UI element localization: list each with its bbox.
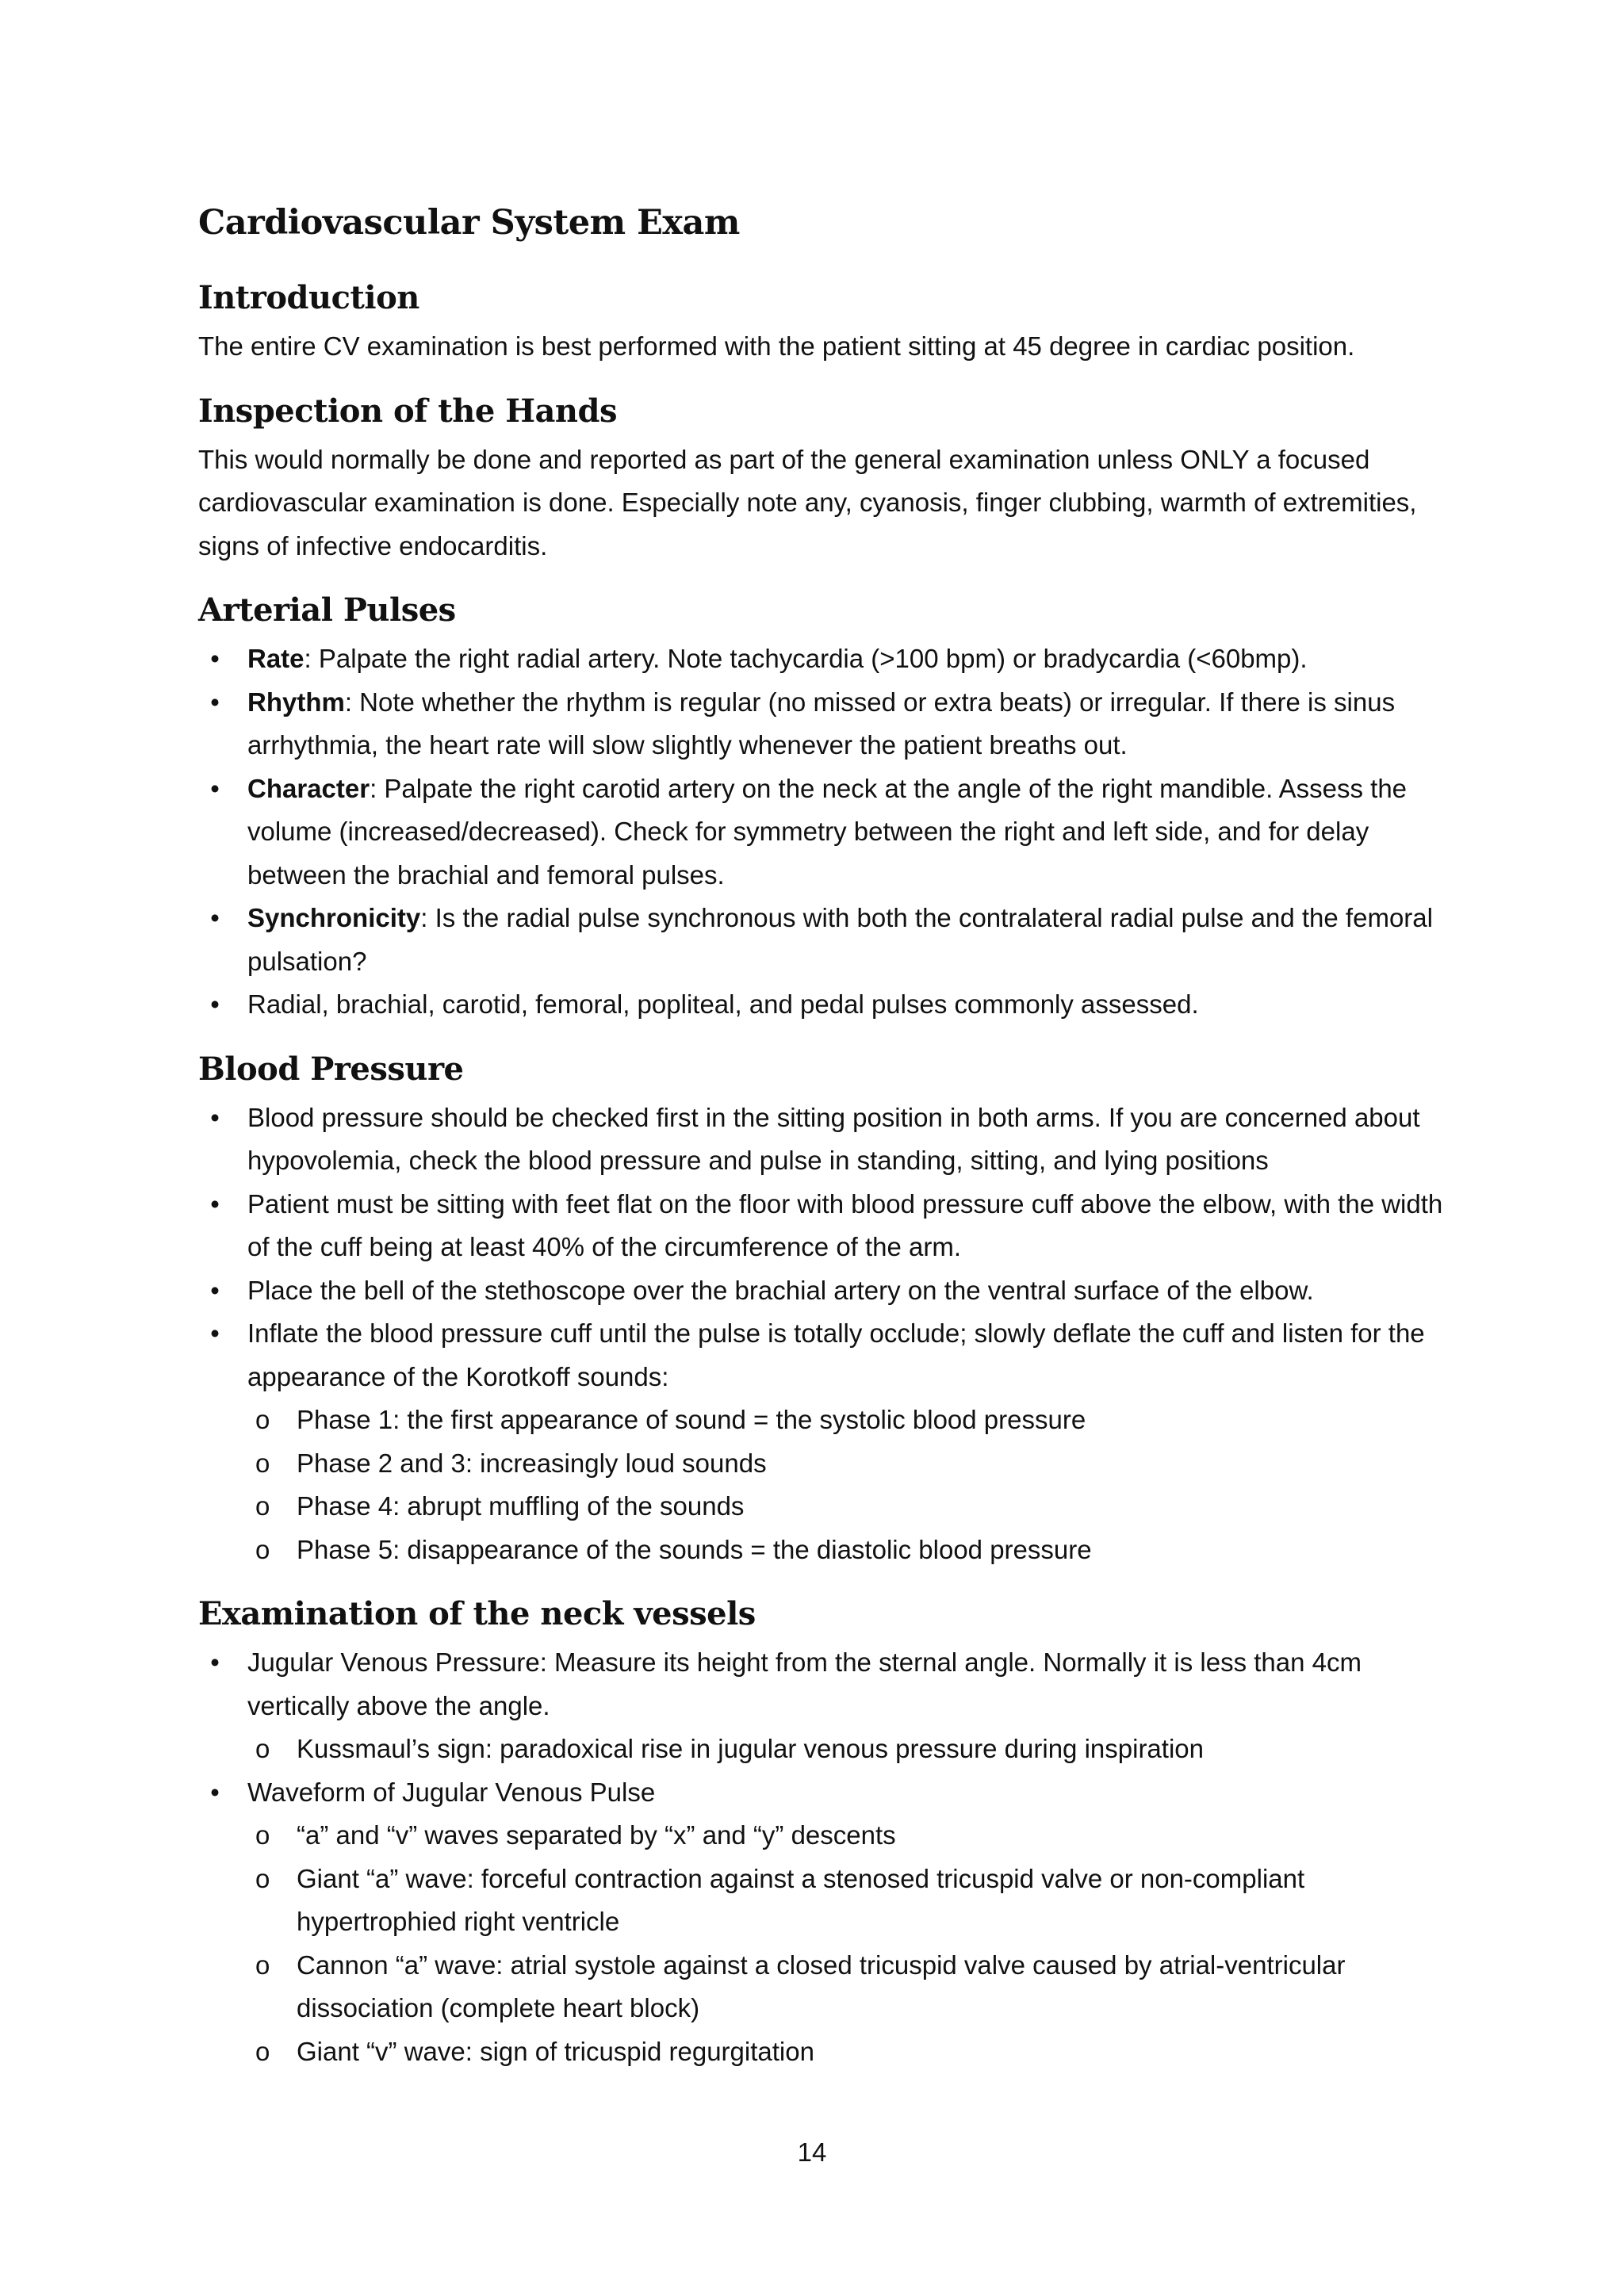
item-text: : Palpate the right radial artery. Note tachycardia (>100 bpm) or bradycardia (<60bmp).	[304, 644, 1308, 673]
bullet-icon: •	[210, 1188, 220, 1219]
item-text: Inflate the blood pressure cuff until the pulse is totally occlude; slowly deflate the cuff and listen for the appearance of the Korotkoff sounds:	[247, 1318, 1425, 1391]
circle-bullet-icon: o	[255, 1405, 270, 1434]
item-text: Place the bell of the stethoscope over the brachial artery on the ventral surface of the elbow.	[247, 1275, 1314, 1305]
item-text: : Palpate the right carotid artery on the neck at the angle of the right mandible. Assess the volume (increased/decreased). Check for symmetry between the right and left side, and for delay between the brachial and femoral pulses.	[247, 773, 1408, 890]
circle-bullet-icon: o	[255, 1734, 270, 1763]
section-introduction	[198, 271, 1443, 369]
section-heading-neck-vessels: Examination of the neck vessels	[198, 1595, 756, 1632]
sub-item-text: Cannon “a” wave: atrial systole against a closed tricuspid valve caused by atrial-ventricular dissociation (complete heart block)	[297, 1950, 1346, 2022]
sub-list-item	[198, 1399, 1443, 1442]
bullet-icon: •	[210, 989, 220, 1019]
list-item	[198, 897, 1443, 983]
list-item	[198, 1312, 1443, 1571]
list-item	[198, 1183, 1443, 1269]
item-text: Jugular Venous Pressure: Measure its height from the sternal angle. Normally it is less than 4cm vertically above the angle.	[247, 1647, 1362, 1720]
sub-item-text: Giant “a” wave: forceful contraction against a stenosed tricuspid valve or non-compliant hypertrophied right ventricle	[297, 1863, 1305, 1936]
circle-bullet-icon: o	[255, 1448, 270, 1478]
bullet-icon: •	[210, 644, 220, 673]
blood-pressure-list	[198, 1096, 1443, 1572]
circle-bullet-icon: o	[255, 2036, 270, 2066]
jvp-sub-list	[247, 1728, 1443, 1771]
circle-bullet-icon: o	[255, 1820, 270, 1850]
sub-list-item	[198, 1529, 1443, 1572]
section-neck-vessels	[198, 1587, 1443, 2073]
section-heading-pulses: Arterial Pulses	[198, 591, 456, 629]
item-text: Radial, brachial, carotid, femoral, popliteal, and pedal pulses commonly assessed.	[247, 989, 1199, 1019]
section-arterial-pulses	[198, 584, 1443, 1027]
bullet-icon: •	[210, 1647, 220, 1677]
sub-list-item	[198, 1485, 1443, 1529]
sub-list-item	[198, 1814, 1443, 1858]
section-heading-blood-pressure: Blood Pressure	[198, 1050, 464, 1088]
bullet-icon: •	[210, 1102, 220, 1132]
circle-bullet-icon: o	[255, 1534, 270, 1564]
bullet-icon: •	[210, 687, 220, 717]
sub-item-text: “a” and “v” waves separated by “x” and “y” descents	[297, 1820, 896, 1850]
bullet-icon: •	[210, 1777, 220, 1807]
sub-list-item	[198, 1442, 1443, 1486]
waveform-sub-list	[247, 1814, 1443, 2073]
list-item	[198, 1269, 1443, 1313]
bullet-icon: •	[210, 1318, 220, 1348]
list-item	[198, 1641, 1443, 1771]
circle-bullet-icon: o	[255, 1950, 270, 1980]
sub-list-item	[198, 1858, 1443, 1944]
page-title: Cardiovascular System Exam	[198, 203, 740, 243]
list-item	[198, 767, 1443, 897]
section-heading-introduction: Introduction	[198, 279, 419, 316]
list-item	[198, 1096, 1443, 1183]
pulses-list	[198, 637, 1443, 1027]
neck-vessels-list	[198, 1641, 1443, 2073]
item-text: : Is the radial pulse synchronous with both the contralateral radial pulse and the femoral pulsation?	[247, 903, 1433, 976]
list-item	[198, 681, 1443, 767]
section-hands	[198, 385, 1443, 568]
item-text: Waveform of Jugular Venous Pulse	[247, 1777, 656, 1807]
list-item	[198, 983, 1443, 1027]
list-item	[198, 637, 1443, 681]
bullet-icon: •	[210, 773, 220, 803]
bullet-icon: •	[210, 903, 220, 932]
item-label: Rate	[247, 644, 304, 673]
hands-text: This would normally be done and reported as part of the general examination unless ONLY a focused cardiovascular examination is done. Especially note any, cyanosis, finger clubbing, warmth of extremities, signs of infective endocarditis.	[198, 444, 1417, 561]
sub-list-item	[198, 1728, 1443, 1771]
list-item	[198, 1771, 1443, 2074]
circle-bullet-icon: o	[255, 1491, 270, 1521]
sub-list-item	[198, 1944, 1443, 2030]
sub-item-text: Phase 5: disappearance of the sounds = the diastolic blood pressure	[297, 1534, 1092, 1564]
item-text: Patient must be sitting with feet flat on the floor with blood pressure cuff above the elbow, with the width of the cuff being at least 40% of the circumference of the arm.	[247, 1188, 1443, 1261]
korotkoff-phases-list	[247, 1399, 1443, 1571]
sub-item-text: Kussmaul’s sign: paradoxical rise in jugular venous pressure during inspiration	[297, 1734, 1204, 1763]
item-label: Rhythm	[247, 687, 345, 717]
introduction-text: The entire CV examination is best performed with the patient sitting at 45 degree in cardiac position.	[198, 331, 1355, 361]
item-text: : Note whether the rhythm is regular (no missed or extra beats) or irregular. If there is sinus arrhythmia, the heart rate will slow slightly whenever the patient breaths out.	[247, 687, 1396, 760]
sub-item-text: Giant “v” wave: sign of tricuspid regurgitation	[297, 2036, 814, 2066]
item-text: Blood pressure should be checked first in the sitting position in both arms. If you are concerned about hypovolemia, check the blood pressure and pulse in standing, sitting, and lying positions	[247, 1102, 1420, 1175]
sub-item-text: Phase 4: abrupt muffling of the sounds	[297, 1491, 745, 1521]
sub-item-text: Phase 2 and 3: increasingly loud sounds	[297, 1448, 767, 1478]
page-number: 14	[797, 2137, 827, 2167]
circle-bullet-icon: o	[255, 1863, 270, 1893]
item-label: Synchronicity	[247, 903, 421, 932]
bullet-icon: •	[210, 1275, 220, 1305]
page-content	[198, 195, 1443, 2089]
sub-item-text: Phase 1: the first appearance of sound = the systolic blood pressure	[297, 1405, 1086, 1434]
section-heading-hands: Inspection of the Hands	[198, 392, 617, 430]
section-blood-pressure	[198, 1043, 1443, 1572]
sub-list-item	[198, 2030, 1443, 2074]
item-label: Character	[247, 773, 370, 803]
